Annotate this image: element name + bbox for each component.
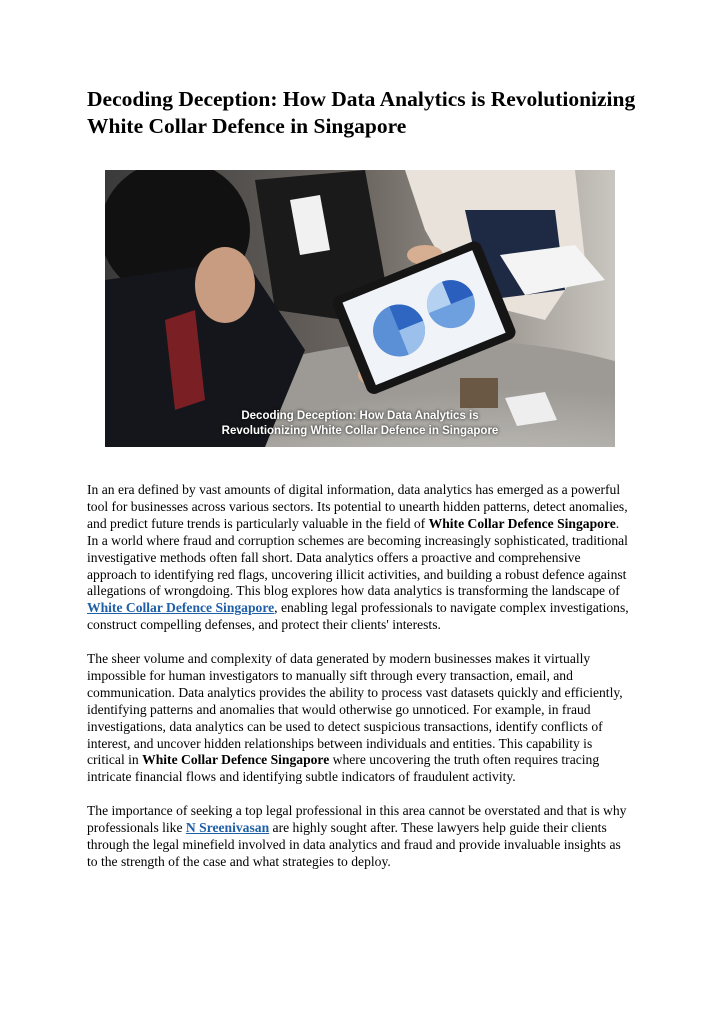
paragraph — [87, 651, 633, 786]
text-span: , enabling legal professionals to navigate complex investigations, construct compelling defenses, and protect their clients' interests. — [87, 600, 629, 633]
text-span: . In a world where fraud and corruption schemes are becoming increasingly sophisticated, traditional investigative methods often fall short. Data analytics offers a proactive and comprehensive approach to identifying red flags, uncovering illicit activities, and building a robust defence against allegations of wrongdoing. This blog explores how data analytics is transforming the landscape of — [87, 515, 628, 599]
bold-keyword: White Collar Defence Singapore — [142, 752, 330, 768]
hero-caption-line: Decoding Deception: How Data Analytics is — [241, 410, 479, 422]
hero-caption — [105, 409, 615, 439]
text-span: where uncovering the truth often requires tracing intricate financial flows and identifying subtle indicators of fraudulent activity. — [87, 752, 600, 785]
text-span: The sheer volume and complexity of data generated by modern businesses makes it virtually impossible for human investigators to manually sift through every transaction, email, and communication. Data analytics provides the ability to process vast datasets quickly and efficiently, identifying patterns and anomalies that would otherwise go unnoticed. For example, in fraud investigations, data analytics can be used to detect suspicious transactions, identify conflicts of interest, and uncover hidden relationships between individuals and entities. This capability is critical in — [87, 651, 623, 768]
white-collar-defence-link[interactable]: White Collar Defence Singapore — [87, 600, 275, 616]
hero-illustration — [105, 170, 615, 447]
bold-keyword: White Collar Defence Singapore — [428, 515, 616, 531]
text-span: In an era defined by vast amounts of digital information, data analytics has emerged as a powerful tool for businesses across various sectors. Its potential to unearth hidden patterns, detect anomalies, and predict future trends is particularly valuable in the field of — [87, 482, 628, 531]
hero-caption-line: Revolutionizing White Collar Defence in Singapore — [221, 425, 499, 437]
article-body — [87, 482, 633, 888]
page-title: Decoding Deception: How Data Analytics is Revolutionizing White Collar Defence in Singapore — [87, 87, 636, 138]
text-span: are highly sought after. These lawyers help guide their clients through the legal minefield involved in data analytics and fraud and provide invaluable insights as to the strength of the case and what strategies to deploy. — [87, 820, 621, 869]
text-span: The importance of seeking a top legal professional in this area cannot be overstated and that is why professionals like — [87, 803, 627, 836]
n-sreenivasan-link[interactable]: N Sreenivasan — [185, 820, 270, 836]
hero-image — [105, 170, 615, 447]
paragraph — [87, 803, 633, 871]
paragraph — [87, 482, 633, 634]
